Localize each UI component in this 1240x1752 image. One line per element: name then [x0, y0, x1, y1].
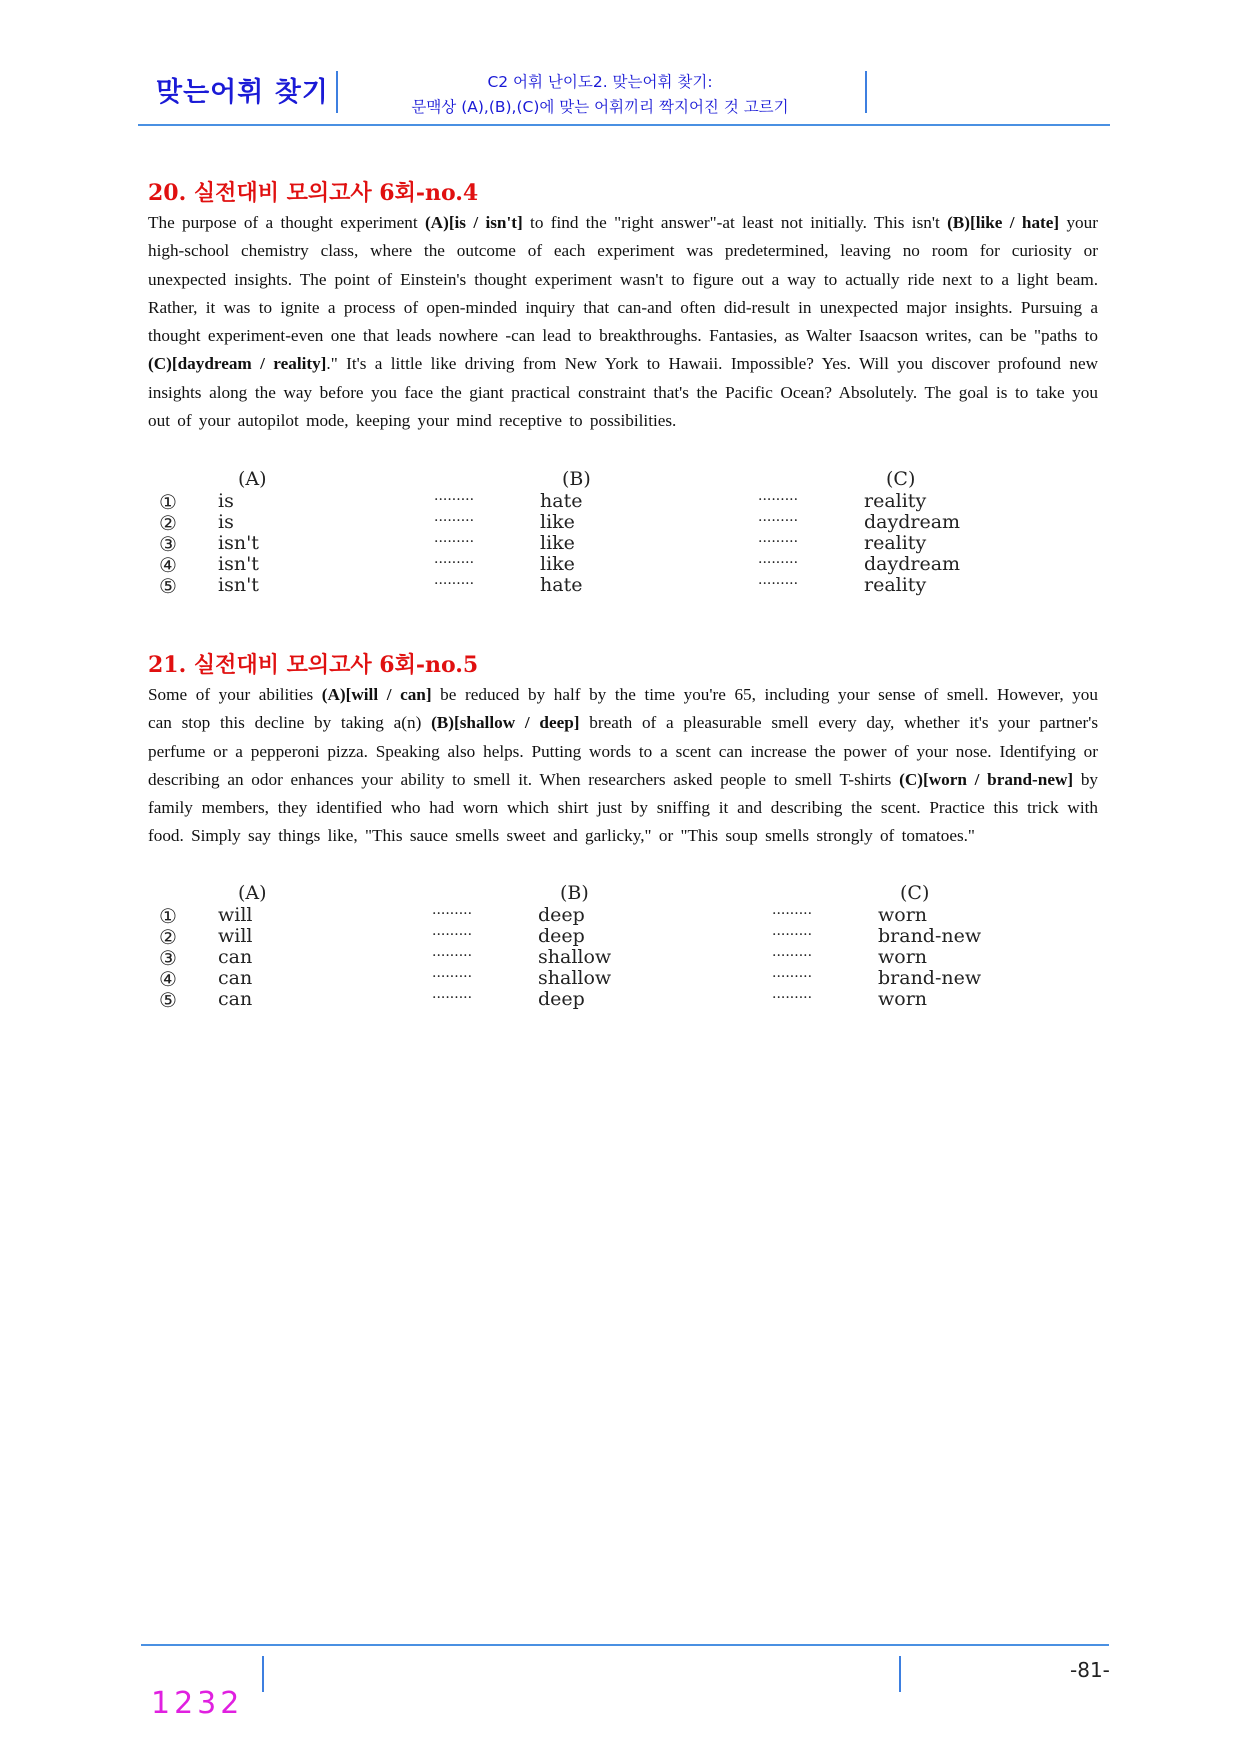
question-21-title: 21. 실전대비 모의고사 6회-no.5	[148, 652, 479, 678]
option-b: shallow	[538, 946, 612, 968]
option-a: isn't	[218, 553, 259, 575]
answer-option-4[interactable]	[148, 967, 1048, 991]
option-c: brand-new	[878, 925, 982, 947]
option-a: is	[218, 511, 234, 533]
option-number: ①	[159, 490, 177, 514]
column-b-header: (B)	[562, 468, 591, 490]
option-b: deep	[538, 988, 585, 1010]
option-a: isn't	[218, 532, 259, 554]
answer-option-4[interactable]	[148, 553, 1048, 577]
option-number: ④	[159, 553, 177, 577]
option-number: ⑤	[159, 574, 177, 598]
question-21-passage	[148, 681, 1098, 851]
leader-dots: ·········	[432, 927, 473, 943]
leader-dots: ·········	[434, 513, 475, 529]
option-b: like	[540, 532, 575, 554]
blank-a: (A)[is / isn't]	[424, 213, 523, 232]
option-a: can	[218, 988, 253, 1010]
leader-dots: ·········	[758, 576, 799, 592]
option-a: is	[218, 490, 234, 512]
options-header	[148, 468, 1048, 490]
options-header	[148, 882, 1048, 904]
option-c: worn	[878, 946, 928, 968]
blank-b: (B)[shallow / deep]	[431, 713, 580, 733]
leader-dots: ·········	[772, 990, 813, 1006]
passage-text: breath of a pleasurable smell every day, whether it's your partner's perfume or a pepperoni pizza. Speaking also helps. Putting words to a scent can increase the power of your nose. Identifying or describing an odor enhances your ability to smell it. When researchers asked people to smell T-shirts	[148, 713, 1099, 789]
blank-c: (C)[worn / brand-new]	[899, 769, 1074, 789]
leader-dots: ·········	[432, 948, 473, 964]
passage-text: your high-school chemistry class, where the outcome of each experiment was predetermined, leaving no room for curiosity or unexpected insights. The point of Einstein's thought experiment wasn't to figure out a way to actually ride next to a light beam. Rather, it was to ignite a process of open-minded inquiry that can-and often did-result in unexpected major insights. Pursuing a thought experiment-even one that leads nowhere -can lead to breakthroughs. Fantasies, as Walter Isaacson writes, can be "paths to	[148, 213, 1098, 346]
leader-dots: ·········	[758, 534, 799, 550]
option-number: ⑤	[159, 988, 177, 1012]
option-b: hate	[540, 574, 583, 596]
option-b: deep	[538, 904, 585, 926]
option-c: reality	[864, 490, 927, 512]
option-number: ①	[159, 904, 177, 928]
option-a: will	[218, 925, 253, 947]
answer-option-1[interactable]	[148, 490, 1048, 514]
option-b: deep	[538, 925, 585, 947]
option-b: like	[540, 511, 575, 533]
answer-option-3[interactable]	[148, 532, 1048, 556]
passage-text: The purpose of a thought experiment	[148, 213, 425, 232]
leader-dots: ·········	[758, 513, 799, 529]
passage-text: by family members, they identified who had worn which shirt just by sniffing it and describing the scent. Practice this trick with food. Simply say things like, "This sauce smells sweet and garlicky," or "This soup smells strongly of tomatoes."	[148, 769, 1099, 846]
leader-dots: ·········	[772, 906, 813, 922]
column-c-header: (C)	[886, 468, 916, 490]
blank-a: (A)[will / can]	[321, 685, 432, 704]
footer-divider-left	[262, 1656, 264, 1692]
answer-option-1[interactable]	[148, 904, 1048, 928]
leader-dots: ·········	[432, 969, 473, 985]
header-subtitle-line2: 문맥상 (A),(B),(C)에 맞는 어휘끼리 짝지어진 것 고르기	[411, 98, 789, 116]
answer-option-5[interactable]	[148, 574, 1048, 598]
column-a-header: (A)	[238, 468, 267, 490]
header-subtitle-line1: C2 어휘 난이도2. 맞는어휘 찾기:	[487, 73, 713, 91]
leader-dots: ·········	[434, 555, 475, 571]
option-a: isn't	[218, 574, 259, 596]
leader-dots: ·········	[772, 969, 813, 985]
leader-dots: ·········	[432, 990, 473, 1006]
question-20-title: 20. 실전대비 모의고사 6회-no.4	[148, 180, 479, 206]
answer-option-3[interactable]	[148, 946, 1048, 970]
header-rule	[138, 124, 1110, 126]
option-b: like	[540, 553, 575, 575]
question-21-options	[148, 882, 1048, 1012]
option-c: daydream	[864, 553, 961, 575]
option-a: can	[218, 967, 253, 989]
leader-dots: ·········	[434, 576, 475, 592]
header-divider-left	[336, 71, 338, 113]
passage-text: be reduced by half by the time you're 65, including your sense of smell. However, you can stop this decline by taking a(n)	[148, 685, 1098, 733]
option-c: worn	[878, 904, 928, 926]
page-title: 맞는어휘 찾기	[156, 77, 329, 108]
answer-option-2[interactable]	[148, 511, 1048, 535]
option-c: reality	[864, 574, 927, 596]
leader-dots: ·········	[772, 927, 813, 943]
column-a-header: (A)	[238, 882, 267, 904]
question-20-options	[148, 468, 1048, 598]
leader-dots: ·········	[758, 492, 799, 508]
question-20-passage	[148, 209, 1098, 435]
option-a: can	[218, 946, 253, 968]
header-divider-right	[865, 71, 867, 113]
answer-option-5[interactable]	[148, 988, 1048, 1012]
footer-divider-right	[899, 1656, 901, 1692]
blank-c: (C)[daydream / reality]	[148, 354, 327, 374]
option-number: ②	[159, 925, 177, 949]
option-a: will	[218, 904, 253, 926]
document-code: 1232	[151, 1686, 244, 1721]
leader-dots: ·········	[772, 948, 813, 964]
option-c: brand-new	[878, 967, 982, 989]
option-c: reality	[864, 532, 927, 554]
footer-rule	[141, 1644, 1109, 1646]
leader-dots: ·········	[432, 906, 473, 922]
column-c-header: (C)	[900, 882, 930, 904]
column-b-header: (B)	[560, 882, 589, 904]
leader-dots: ·········	[434, 492, 475, 508]
option-number: ②	[159, 511, 177, 535]
leader-dots: ·········	[758, 555, 799, 571]
option-number: ④	[159, 967, 177, 991]
blank-b: (B)[like / hate]	[947, 213, 1060, 232]
page-number: -81-	[1070, 1658, 1110, 1682]
option-b: shallow	[538, 967, 612, 989]
option-b: hate	[540, 490, 583, 512]
passage-text: ." It's a little like driving from New York to Hawaii. Impossible? Yes. Will you discover profound new insights along the way before you face the giant practical constraint that's the Pacific Ocean? Absolutely. The goal is to take you out of your autopilot mode, keeping your mind receptive to possibilities.	[148, 354, 1098, 431]
answer-option-2[interactable]	[148, 925, 1048, 949]
passage-text: to find the "right answer"-at least not initially. This isn't	[522, 213, 948, 232]
option-number: ③	[159, 946, 177, 970]
passage-text: Some of your abilities	[148, 685, 322, 704]
leader-dots: ·········	[434, 534, 475, 550]
option-number: ③	[159, 532, 177, 556]
option-c: worn	[878, 988, 928, 1010]
option-c: daydream	[864, 511, 961, 533]
